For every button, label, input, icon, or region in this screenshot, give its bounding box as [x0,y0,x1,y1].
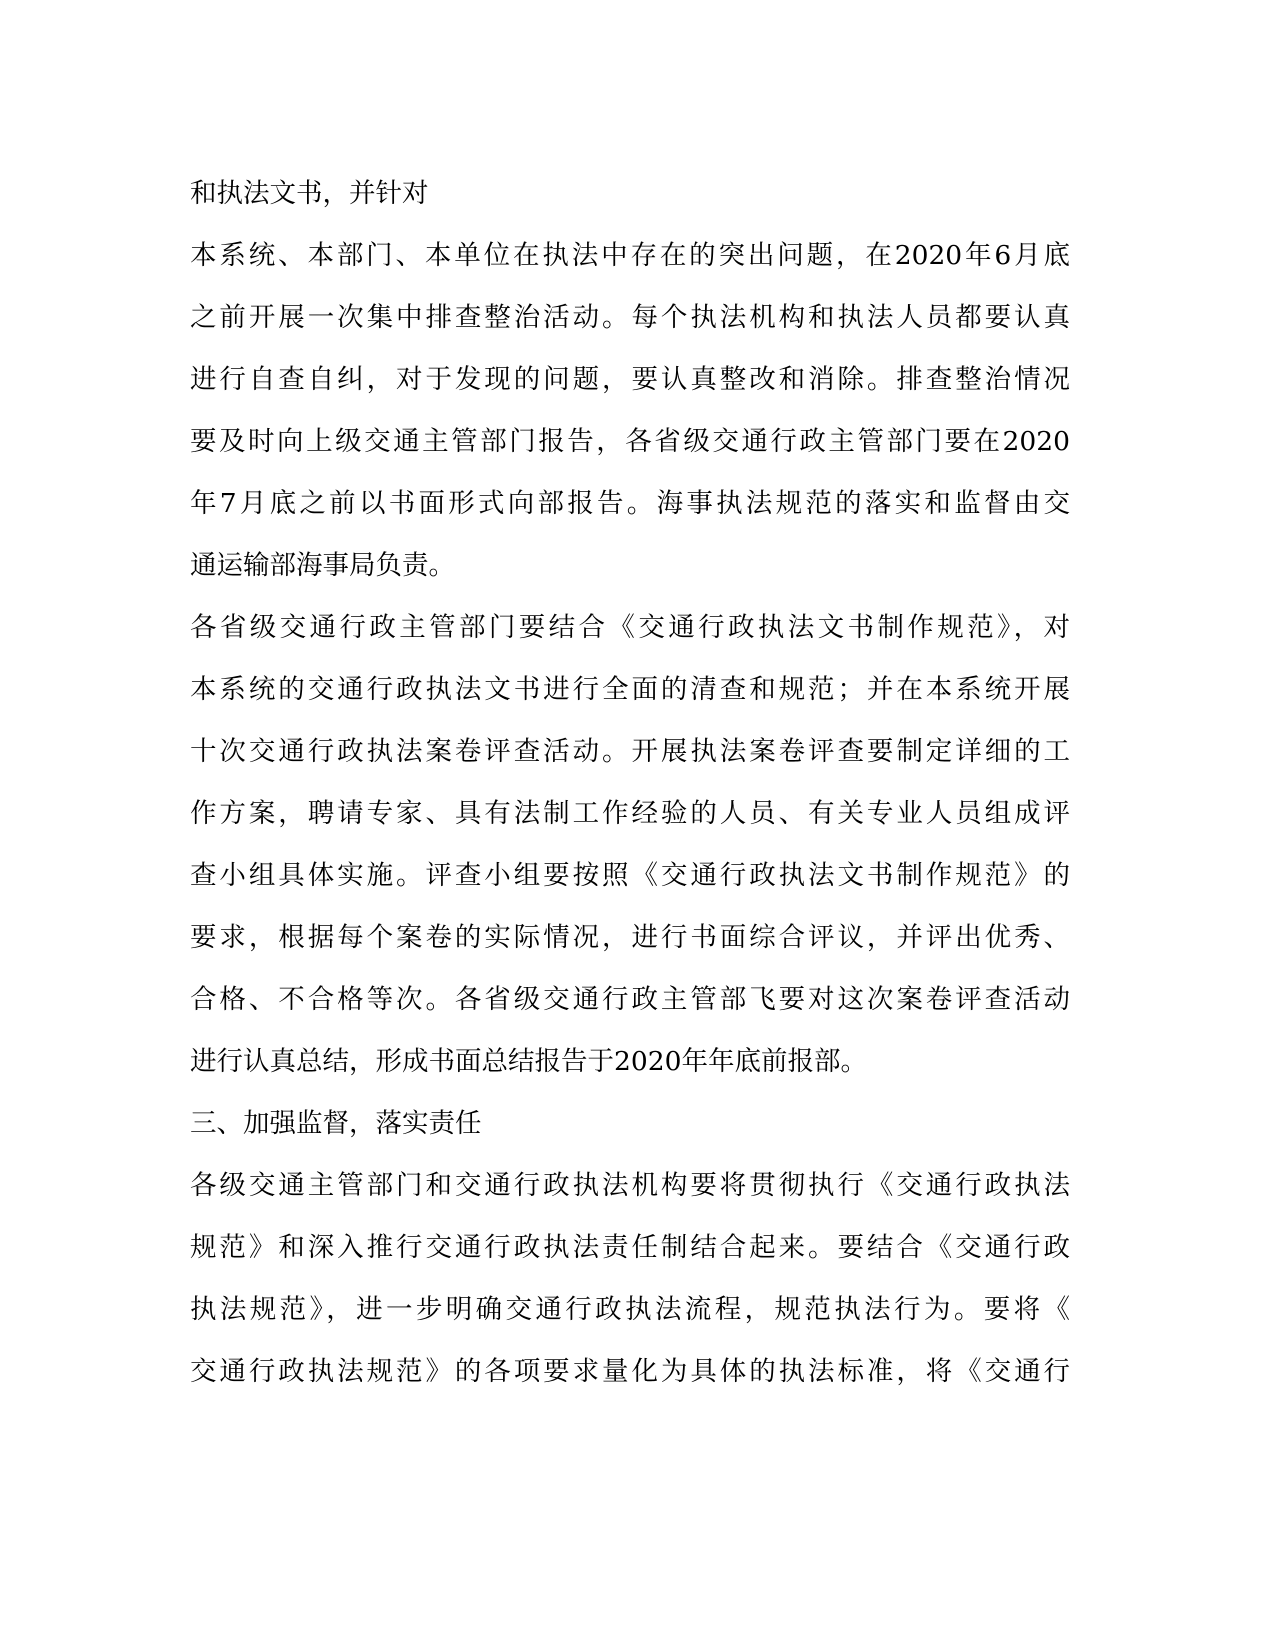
text-line: 之前开展一次集中排查整治活动。每个执法机构和执法人员都要认真 [190,302,1070,333]
text-line: 进行认真总结，形成书面总结报告于2020年年底前报部。 [190,1046,867,1077]
text-line: 要求，根据每个案卷的实际情况，进行书面综合评议，并评出优秀、 [190,922,1070,953]
text-line: 年7月底之前以书面形式向部报告。海事执法规范的落实和监督由交 [190,488,1070,519]
text-line: 本系统、本部门、本单位在执法中存在的突出问题，在2020年6月底 [190,240,1070,271]
text-line: 十次交通行政执法案卷评查活动。开展执法案卷评查要制定详细的工 [190,736,1070,767]
text-line: 执法规范》，进一步明确交通行政执法流程，规范执法行为。要将《 [190,1294,1070,1325]
text-line: 交通行政执法规范》的各项要求量化为具体的执法标准，将《交通行 [190,1356,1070,1387]
text-line: 查小组具体实施。评查小组要按照《交通行政执法文书制作规范》的 [190,860,1070,891]
text-line: 进行自查自纠，对于发现的问题，要认真整改和消除。排查整治情况 [190,364,1070,395]
text-line: 通运输部海事局负责。 [190,550,455,581]
text-line: 合格、不合格等次。各省级交通行政主管部飞要对这次案卷评查活动 [190,984,1070,1015]
text-line: 和执法文书，并针对 [190,178,429,209]
text-line: 本系统的交通行政执法文书进行全面的清查和规范；并在本系统开展 [190,674,1070,705]
text-line: 要及时向上级交通主管部门报告，各省级交通行政主管部门要在2020 [190,426,1070,457]
section-heading: 三、加强监督，落实责任 [190,1108,482,1139]
text-line: 各省级交通行政主管部门要结合《交通行政执法文书制作规范》，对 [190,612,1070,643]
document-body [190,163,1070,1403]
text-line: 规范》和深入推行交通行政执法责任制结合起来。要结合《交通行政 [190,1232,1070,1263]
text-line: 各级交通主管部门和交通行政执法机构要将贯彻执行《交通行政执法 [190,1170,1070,1201]
text-line: 作方案，聘请专家、具有法制工作经验的人员、有关专业人员组成评 [190,798,1070,829]
